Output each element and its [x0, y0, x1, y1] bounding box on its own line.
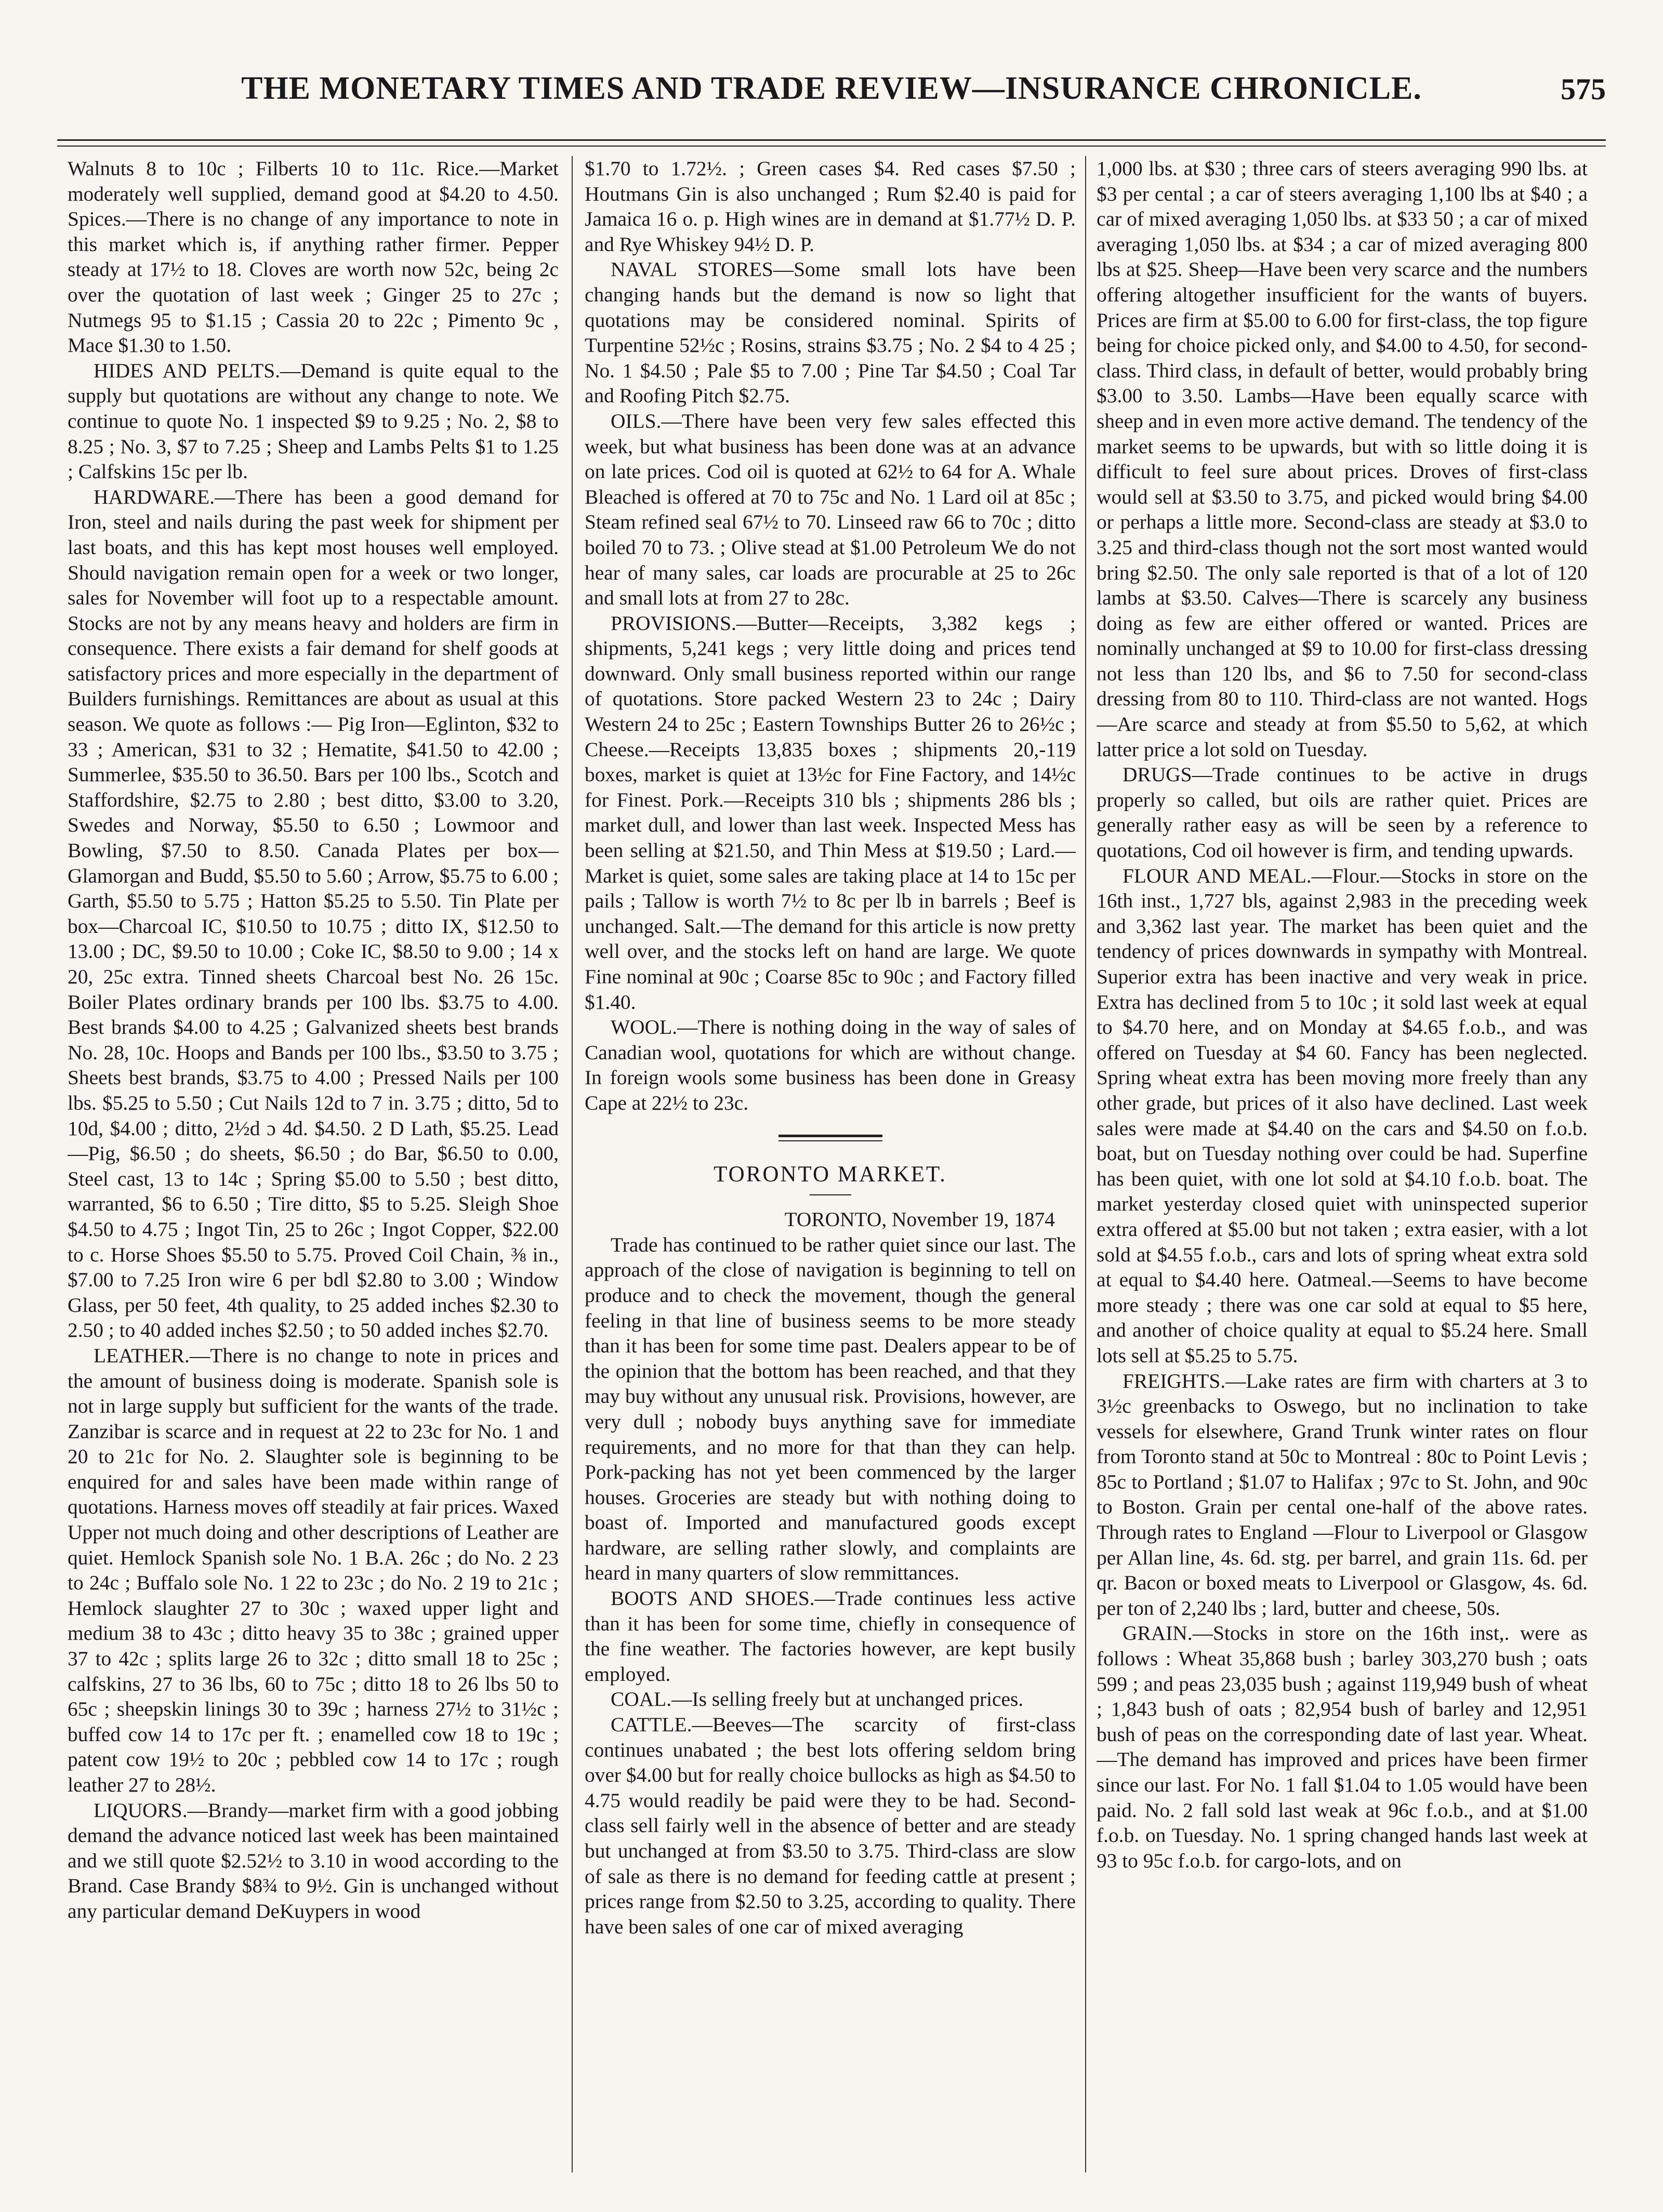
- paragraph: Walnuts 8 to 10c ; Filberts 10 to 11c. Rice.—Market moderately well supplied, demand good at $4.20 to 4.50. Spices.—There is no change of any importance to note in this market which is, if anything rather firmer. Pepper steady at 17½ to 18. Cloves are worth now 52c, being 2c over the quotation of last week ; Ginger 25 to 27c ; Nutmegs 95 to $1.15 ; Cassia 20 to 22c ; Pimento 9c , Mace $1.30 to 1.50.: [68, 157, 559, 357]
- paragraph-hides-and-pelts: HIDES AND PELTS.—Demand is quite equal to the supply but quotations are without any change to note. We continue to quote No. 1 inspected $9 to 9.25 ; No. 2, $8 to 8.25 ; No. 3, $7 to 7.25 ; Sheep and Lambs Pelts $1 to 1.25 ; Calfskins 15c per lb.: [68, 359, 559, 483]
- paragraph-boots-and-shoes: BOOTS AND SHOES.—Trade continues less active than it has been for some time, chiefly in consequence of the fine weather. The factories however, are kept busily employed.: [585, 1587, 1076, 1686]
- page-number: 575: [1561, 72, 1606, 106]
- paragraph-hardware: HARDWARE.—There has been a good demand for Iron, steel and nails during the past week for shipment per last boats, and this has kept most houses well employed. Should navigation remain open for a week or two longer, sales for November will foot up to a respectable amount. Stocks are not by any means heavy and holders are firm in consequence. There exists a fair demand for shelf goods at satisfactory prices and more especially in the department of Builders furnishings. Remittances are about as usual at this season. We quote as follows :— Pig Iron—Eglinton, $32 to 33 ; American, $31 to 32 ; Hematite, $41.50 to 42.00 ; Summerlee, $35.50 to 36.50. Bars per 100 lbs., Scotch and Staffordshire, $2.75 to 2.80 ; best ditto, $3.00 to 3.20, Swedes and Norway, $5.50 to 6.50 ; Lowmoor and Bowling, $7.50 to 8.50. Canada Plates per box—Glamorgan and Budd, $5.50 to 5.60 ; Arrow, $5.75 to 6.00 ; Garth, $5.50 to 5.75 ; Hatton $5.25 to 5.50. Tin Plate per box—Charcoal IC, $10.50 to 10.75 ; ditto IX, $12.50 to 13.00 ; DC, $9.50 to 10.00 ; Coke IC, $8.50 to 9.00 ; 14 x 20, 25c extra. Tinned sheets Charcoal best No. 26 15c. Boiler Plates ordinary brands per 100 lbs. $3.75 to 4.00. Best brands $4.00 to 4.25 ; Galvanized sheets best brands No. 28, 10c. Hoops and Bands per 100 lbs., $3.50 to 3.75 ; Sheets best brands, $3.75 to 4.00 ; Pressed Nails per 100 lbs. $5.25 to 5.50 ; Cut Nails 12d to 7 in. 3.75 ; ditto, 5d to 10d, $4.00 ; ditto, 2½d ɔ 4d. $4.50. 2 D Lath, $5.25. Lead—Pig, $6.50 ; do sheets, $6.50 ; do Bar, $6.50 to 0.00, Steel cast, 13 to 14c ; Spring $5.00 to 5.50 ; best ditto, warranted, $6 to 6.50 ; Tire ditto, $5 to 5.25. Sleigh Shoe $4.50 to 4.75 ; Ingot Tin, 25 to 26c ; Ingot Copper, $22.00 to c. Horse Shoes $5.50 to 5.75. Proved Coil Chain, ⅜ in., $7.00 to 7.25 Iron wire 6 per bdl $2.80 to 3.00 ; Window Glass, per 50 feet, 4th quality, to 25 added inches $2.30 to 2.50 ; to 40 added inches $2.50 ; to 50 added inches $2.70.: [68, 485, 559, 1342]
- column-divider: [1085, 156, 1086, 2172]
- column-divider: [572, 156, 573, 2172]
- paragraph-freights: FREIGHTS.—Lake rates are firm with charters at 3 to 3½c greenbacks to Oswego, but no inclination to take vessels for elsewhere, Grand Trunk winter rates on flour from Toronto stand at 50c to Montreal : 80c to Point Levis ; 85c to Portland ; $1.07 to Halifax ; 97c to St. John, and 90c to Boston. Grain per cental one-half of the above rates. Through rates to England —Flour to Liverpool or Glasgow per Allan line, 4s. 6d. stg. per barrel, and grain 11s. 6d. per qr. Bacon or boxed meats to Liverpool or Glasgow, 4s. 6d. per ton of 2,240 lbs ; lard, butter and cheese, 50s.: [1097, 1369, 1588, 1620]
- column-3: [1097, 156, 1588, 2178]
- header-rule-thin: [57, 146, 1606, 147]
- paragraph: 1,000 lbs. at $30 ; three cars of steers averaging 990 lbs. at $3 per cental ; a car of steers averaging 1,100 lbs at $40 ; a car of mixed averaging 1,050 lbs. at $33 50 ; a car of mixed averaging 1,050 lbs. at $34 ; a car of mized averaging 800 lbs at $25. Sheep—Have been very scarce and the numbers offering altogether insufficient for the wants of buyers. Prices are firm at $5.00 to 6.00 for first-class, the top figure being for choice picked only, and $4.00 to 4.50, for second-class. Third class, in default of better, would probably bring $3.00 to 3.50. Lambs—Have been equally scarce with sheep and in even more active demand. The tendency of the market seems to be upwards, but with so little doing it is difficult to feel sure about prices. Droves of first-class would sell at $3.50 to 3.75, and picked would bring $4.00 or perhaps a little more. Second-class are steady at $3.0 to 3.25 and third-class though not the sort most wanted would bring $2.50. The only sale reported is that of a lot of 120 lambs at $3.50. Calves—There is scarcely any business doing as few are either offered or wanted. Prices are nominally unchanged at $9 to 10.00 for first-class dressing not less than 120 lbs, and $6 to 7.50 for second-class dressing from 80 to 110. Third-class are not wanted. Hogs—Are scarce and steady at from $5.50 to 5,62, at which latter price a lot sold on Tuesday.: [1097, 157, 1588, 761]
- title-underline: [810, 1194, 851, 1195]
- paragraph-drugs: DRUGS—Trade continues to be active in drugs properly so called, but oils are rather quiet. Prices are generally rather easy as will be seen by a reference to quotations, Cod oil however is firm, and tending upwards.: [1097, 763, 1588, 862]
- paragraph-leather: LEATHER.—There is no change to note in prices and the amount of business doing is moderate. Spanish sole is not in large supply but sufficient for the wants of the trade. Zanzibar is scarce and in request at 22 to 23c for No. 1 and 20 to 21c for No. 2. Slaughter sole is beginning to be enquired for and sales have been made within range of quotations. Harness moves off steadily at fair prices. Waxed Upper not much doing and other descriptions of Leather are quiet. Hemlock Spanish sole No. 1 B.A. 26c ; do No. 2 23 to 24c ; Buffalo sole No. 1 22 to 23c ; do No. 2 19 to 21c ; Hemlock slaughter 27 to 30c ; waxed upper light and medium 38 to 43c ; ditto heavy 35 to 38c ; grained upper 37 to 42c ; splits large 26 to 32c ; ditto small 18 to 25c ; calfskins, 27 to 36 lbs, 60 to 75c ; ditto 18 to 26 lbs 50 to 65c ; sheepskin linings 30 to 39c ; harness 27½ to 31½c ; buffed cow 14 to 17c per ft. ; enamelled cow 18 to 19c ; patent cow 19½ to 20c ; pebbled cow 14 to 17c ; rough leather 27 to 28½.: [68, 1344, 559, 1796]
- dateline: TORONTO, November 19, 1874: [784, 1208, 1055, 1231]
- section-title-toronto-market: TORONTO MARKET.: [714, 1162, 947, 1187]
- header-rule: [57, 139, 1606, 141]
- paragraph-trade: Trade has continued to be rather quiet since our last. The approach of the close of navigation is beginning to tell on produce and to check the movement, though the general feeling in that line of business seems to be more steady than it has been for some time past. Dealers appear to be of the opinion that the bottom has been reached, and that they may buy without any unusual risk. Provisions, however, are very dull ; nobody buys anything save for immediate requirements, and no more for that than they can help. Pork-packing has not yet been commenced by the larger houses. Groceries are steady but with nothing doing to boast of. Imported and manufactured goods except hardware, are selling rather slowly, and complaints are heard in many quarters of slow remmittances.: [585, 1233, 1076, 1585]
- paragraph-oils: OILS.—There have been very few sales effected this week, but what business has been done was at an advance on late prices. Cod oil is quoted at 62½ to 64 for A. Whale Bleached is offered at 70 to 75c and No. 1 Lard oil at 85c ; Steam refined seal 67½ to 70. Linseed raw 66 to 70c ; ditto boiled 70 to 73. ; Olive stead at $1.00 Petroleum We do not hear of many sales, car loads are procurable at 25 to 26c and small lots at from 27 to 28c.: [585, 409, 1076, 610]
- column-2: [585, 156, 1076, 2178]
- paragraph-wool: WOOL.—There is nothing doing in the way of sales of Canadian wool, quotations for which are without change. In foreign wools some business has been done in Greasy Cape at 22½ to 23c.: [585, 1016, 1076, 1114]
- page-title: THE MONETARY TIMES AND TRADE REVIEW—INSURANCE CHRONICLE.: [241, 71, 1422, 106]
- page-header: [57, 21, 1606, 106]
- column-1: [68, 156, 559, 2178]
- section-divider: [778, 1135, 882, 1141]
- paragraph-coal: COAL.—Is selling freely but at unchanged prices.: [611, 1688, 1024, 1711]
- paragraph-naval-stores: NAVAL STORES—Some small lots have been changing hands but the demand is now so light that quotations may be considered nominal. Spirits of Turpentine 52½c ; Rosins, strains $3.75 ; No. 2 $4 to 4 25 ; No. 1 $4.50 ; Pale $5 to 7.00 ; Pine Tar $4.50 ; Coal Tar and Roofing Pitch $2.75.: [585, 258, 1076, 407]
- paragraph: $1.70 to 1.72½. ; Green cases $4. Red cases $7.50 ; Houtmans Gin is also unchanged ; Rum $2.40 is paid for Jamaica 16 o. p. High wines are in demand at $1.77½ D. P. and Rye Whiskey 94½ D. P.: [585, 157, 1076, 256]
- paragraph-flour-and-meal: FLOUR AND MEAL.—Flour.—Stocks in store on the 16th inst., 1,727 bls, against 2,983 in the preceding week and 3,362 last year. The market has been quiet and the tendency of prices downwards in sympathy with Montreal. Superior extra has been inactive and very weak in price. Extra has declined from 5 to 10c ; it sold last week at equal to $4.70 here, and on Monday at $4.65 f.o.b., and was offered on Tuesday at $4 60. Fancy has been neglected. Spring wheat extra has been moving more freely than any other grade, but prices of it also have declined. Last week sales were made at $4.40 on the cars and $4.50 on f.o.b. boat, but on Tuesday nothing over could be had. Superfine has been quiet, with one lot sold at $4.10 f.o.b. boat. The market yesterday closed quiet with uninspected superior extra offered at $5.00 but not taken ; extra easier, with a lot sold at $4.55 f.o.b., cars and lots of spring wheat extra sold at equal to $4.40 here. Oatmeal.—Seems to have become more steady ; there was one car sold at equal to $5 here, and another of choice quality at equal to $5.24 here. Small lots sell at $5.25 to 5.75.: [1097, 864, 1588, 1367]
- paragraph-grain: GRAIN.—Stocks in store on the 16th inst,. were as follows : Wheat 35,868 bush ; barley 303,270 bush ; oats 599 ; and peas 23,035 bush ; against 119,949 bush of wheat ; 1,843 bush of oats ; 82,954 bush of barley and 12,951 bush of peas on the corresponding date of last year. Wheat.—The demand has improved and prices have been firmer since our last. For No. 1 fall $1.04 to 1.05 would have been paid. No. 2 fall sold last weak at 96c f.o.b., and at $1.00 f.o.b. on Tuesday. No. 1 spring changed hands last week at 93 to 95c f.o.b. for cargo-lots, and on: [1097, 1622, 1588, 1872]
- paragraph-provisions: PROVISIONS.—Butter—Receipts, 3,382 kegs ; shipments, 5,241 kegs ; very little doing and prices tend downward. Only small business reported within our range of quotations. Store packed Western 23 to 24c ; Dairy Western 24 to 25c ; Eastern Townships Butter 26 to 26½c ; Cheese.—Receipts 13,835 boxes ; shipments 20,-119 boxes, market is quiet at 13½c for Fine Factory, and 14½c for Finest. Pork.—Receipts 310 bls ; shipments 286 bls ; market dull, and lower than last week. Inspected Mess has been selling at $21.50, and Thin Mess at $19.50 ; Lard.—Market is quiet, some sales are taking place at 14 to 15c per pails ; Tallow is worth 7½ to 8c per lb in barrels ; Beef is unchanged. Salt.—The demand for this article is now pretty well over, and the stocks left on hand are large. We quote Fine nominal at 90c ; Coarse 85c to 90c ; and Factory filled $1.40.: [585, 611, 1076, 1013]
- paragraph-cattle: CATTLE.—Beeves—The scarcity of first-class continues unabated ; the best lots offering seldom bring over $4.00 but for really choice bullocks as high as $4.50 to 4.75 would readily be paid were they to be had. Second-class sell fairly well in the absence of better and are steady but unchanged at from $3.50 to 3.75. Third-class are slow of sale as there is no demand for feeding cattle at present ; prices range from $2.50 to 3.25, according to quality. There have been sales of one car of mixed averaging: [585, 1713, 1076, 1938]
- paragraph-liquors: LIQUORS.—Brandy—market firm with a good jobbing demand the advance noticed last week has been maintained and we still quote $2.52½ to 3.10 in wood according to the Brand. Case Brandy $8¾ to 9½. Gin is unchanged without any particular demand DeKuypers in wood: [68, 1798, 559, 1923]
